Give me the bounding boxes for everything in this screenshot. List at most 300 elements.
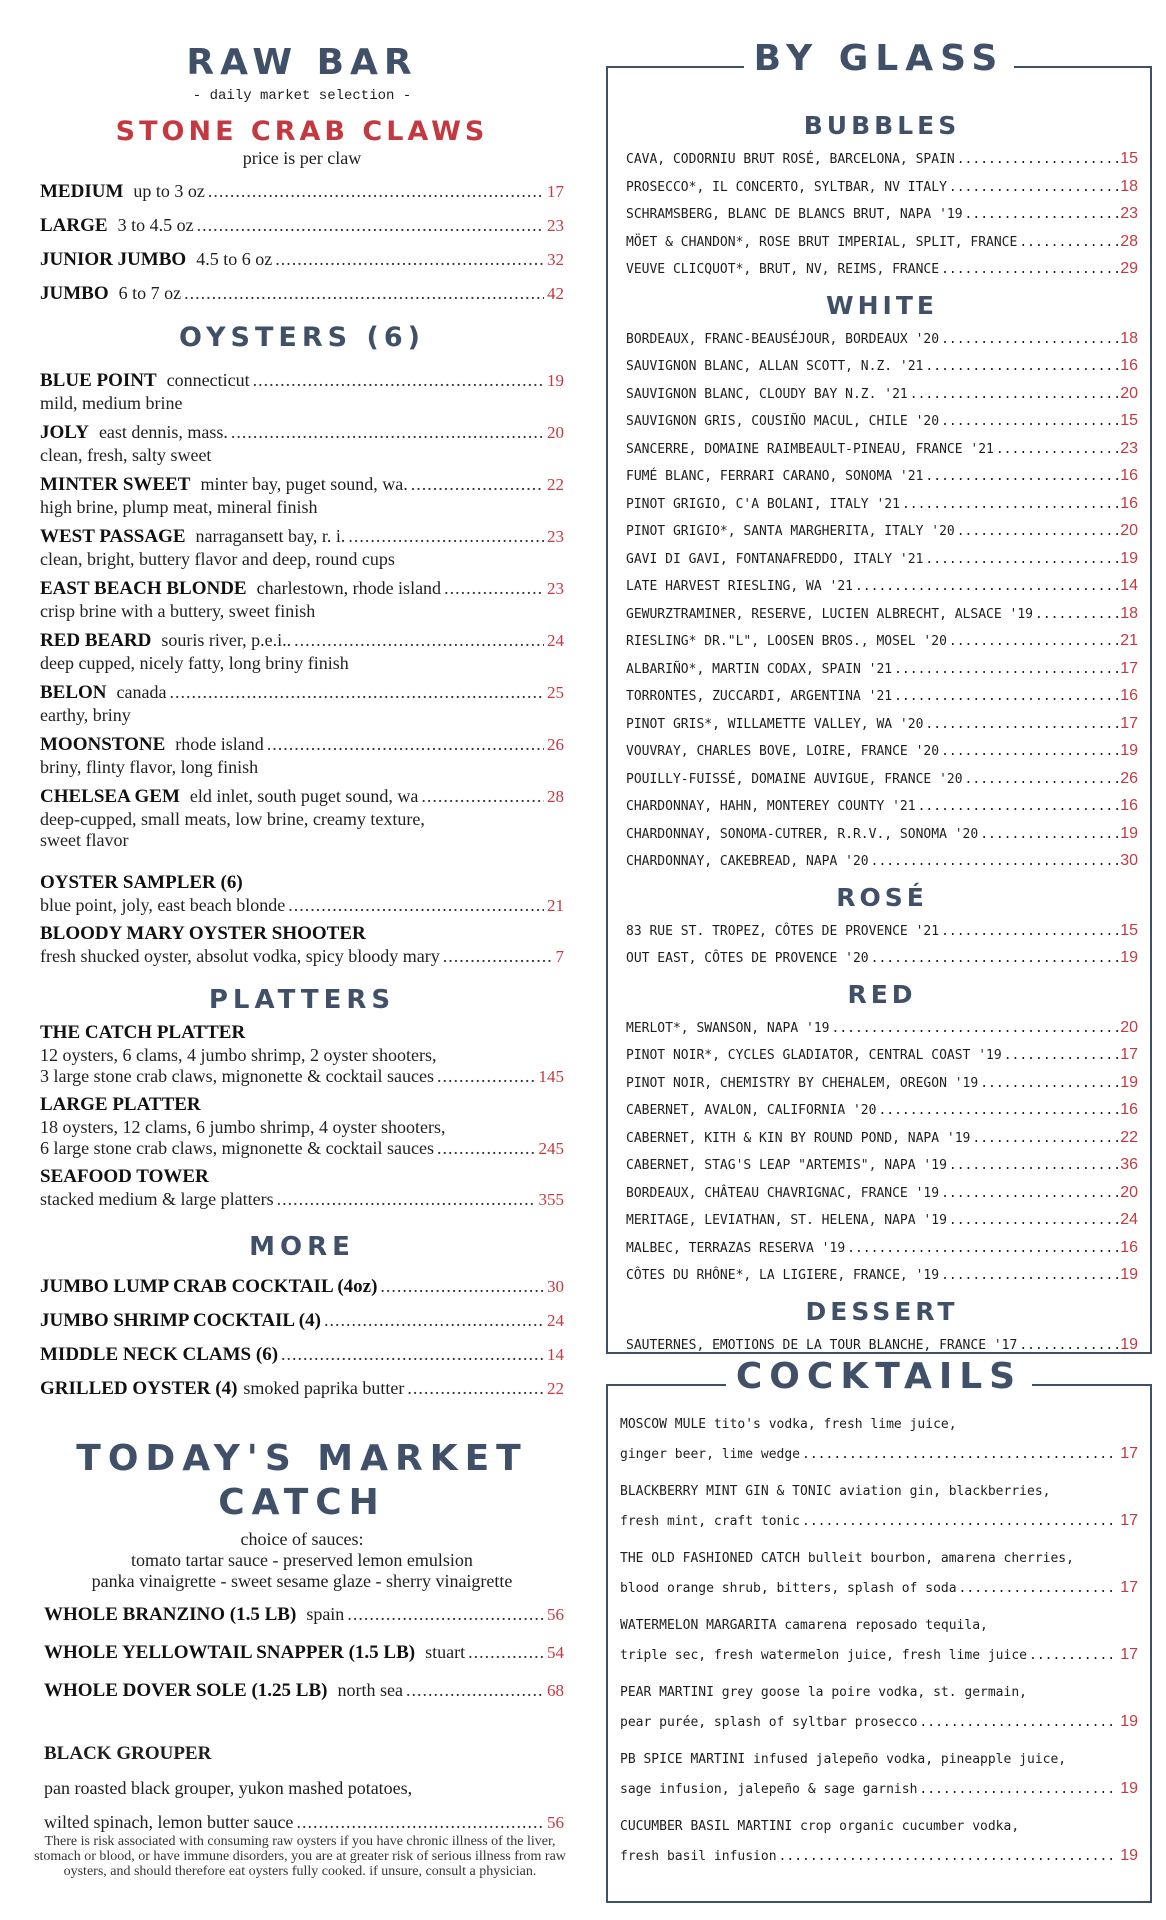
- wine-price: 19: [1120, 949, 1138, 966]
- oyster-row: [40, 576, 564, 601]
- wine-price: 20: [1120, 522, 1138, 539]
- wine-name: CHARDONNAY, HAHN, MONTEREY COUNTY '21: [626, 799, 916, 814]
- oyster-row: [40, 420, 564, 445]
- cocktail-row: [620, 1707, 1138, 1737]
- wine-price: 14: [1120, 577, 1138, 594]
- wine-price: 19: [1120, 824, 1138, 842]
- wine-item: [626, 174, 1138, 202]
- wine-item: [626, 436, 1138, 464]
- wine-price: 16: [1120, 357, 1138, 374]
- item-name: LARGE PLATTER: [40, 1094, 201, 1115]
- item-origin: stuart: [425, 1642, 466, 1662]
- item-price: 7: [555, 947, 564, 966]
- wine-name: SAUVIGNON GRIS, COUSIÑO MACUL, CHILE '20: [626, 414, 940, 429]
- item-price: 17: [547, 182, 564, 201]
- wine-price: 19: [1120, 549, 1138, 567]
- leader-dots: [894, 684, 1118, 711]
- item-desc: sweet flavor: [40, 830, 129, 850]
- wine-name: SANCERRE, DOMAINE RAIMBEAULT-PINEAU, FRANCE '21: [626, 441, 994, 457]
- raw-bar-subtitle: - daily market selection -: [192, 88, 412, 104]
- item-name: MINTER SWEET: [40, 474, 191, 495]
- wine-name: LATE HARVEST RIESLING, WA '21: [626, 579, 853, 594]
- wine-price: 20: [1120, 1183, 1138, 1201]
- wine-item: [626, 628, 1138, 656]
- leader-dots: [802, 1440, 1118, 1469]
- raw-bar-title: RAW BAR: [186, 42, 418, 83]
- oyster-list: [40, 368, 564, 851]
- item-desc: clean, fresh, salty sweet: [40, 445, 212, 465]
- cocktail-row: [620, 1774, 1138, 1804]
- cocktail-item: [620, 1410, 1138, 1469]
- wine-price: 22: [1120, 1128, 1138, 1146]
- stone-crab-note: price is per claw: [242, 148, 362, 168]
- wine-item: [626, 656, 1138, 684]
- item-name: SEAFOOD TOWER: [40, 1166, 209, 1187]
- leader-dots: [910, 382, 1118, 409]
- cocktail-item: [620, 1678, 1138, 1737]
- wine-price: 15: [1120, 921, 1138, 939]
- item-desc: 6 large stone crab claws, mignonette & cocktail sauces: [40, 1138, 435, 1158]
- leader-dots: [871, 849, 1119, 876]
- leader-dots: [288, 895, 544, 916]
- leader-dots: [444, 576, 544, 600]
- leader-dots: [231, 420, 544, 444]
- item-price: 54: [547, 1643, 564, 1662]
- wine-item: [626, 326, 1138, 354]
- leader-dots: [267, 732, 544, 756]
- menu-item: [44, 1640, 564, 1665]
- wine-price: 15: [1120, 150, 1138, 167]
- oyster-item: [40, 472, 564, 518]
- cocktail-item: [620, 1477, 1138, 1536]
- wine-item: [626, 201, 1138, 229]
- wine-item: [626, 573, 1138, 601]
- item-origin: east dennis, mass.: [98, 422, 228, 442]
- wine-name: CABERNET, STAG'S LEAP "ARTEMIS", NAPA '19: [626, 1158, 947, 1173]
- wine-section-title: DESSERT: [805, 1296, 959, 1326]
- item-desc: earthy, briny: [40, 705, 131, 725]
- leader-dots: [949, 1153, 1118, 1180]
- wine-name: SAUVIGNON BLANC, CLOUDY BAY N.Z. '21: [626, 386, 908, 402]
- wine-name: MALBEC, TERRAZAS RESERVA '19: [626, 1240, 846, 1256]
- wine-name: CÔTES DU RHÔNE*, LA LIGIERE, FRANCE, '19: [626, 1268, 940, 1283]
- leader-dots: [208, 179, 544, 203]
- cocktail-item: [620, 1812, 1138, 1871]
- leader-dots: [855, 574, 1118, 601]
- leader-dots: [281, 1342, 544, 1366]
- item-name: BLOODY MARY OYSTER SHOOTER: [40, 923, 366, 944]
- menu-item: [40, 179, 564, 204]
- leader-dots: [347, 1602, 544, 1626]
- item-name: JUMBO SHRIMP COCKTAIL (4): [40, 1310, 321, 1331]
- oyster-extras: [40, 871, 564, 967]
- more-title: MORE: [249, 1232, 355, 1262]
- wine-item: [626, 683, 1138, 711]
- wine-name: PINOT GRIGIO, C'A BOLANI, ITALY '21: [626, 496, 900, 512]
- leader-dots: [965, 202, 1119, 229]
- cocktail-desc: triple sec, fresh watermelon juice, fresh lime juice: [620, 1648, 1027, 1663]
- item-name: LARGE: [40, 215, 108, 236]
- wine-price: 17: [1120, 1046, 1138, 1063]
- wine-price: 36: [1120, 1156, 1138, 1173]
- wine-section-title: ROSÉ: [836, 882, 928, 912]
- wine-list: [626, 104, 1138, 1359]
- item-desc: crisp brine with a buttery, sweet finish: [40, 601, 316, 621]
- item-desc: 6 to 7 oz: [118, 283, 182, 303]
- menu-item: [40, 871, 564, 895]
- item-price: 22: [547, 1379, 564, 1398]
- menu-item: [40, 1376, 564, 1401]
- wine-price: 18: [1120, 329, 1138, 347]
- wine-name: PINOT GRIS*, WILLAMETTE VALLEY, WA '20: [626, 716, 924, 732]
- wine-price: 16: [1120, 687, 1138, 704]
- wine-name: GEWURZTRAMINER, RESERVE, LUCIEN ALBRECHT, ALSACE '19: [626, 606, 1033, 622]
- leader-dots: [832, 1016, 1119, 1043]
- item-name: MIDDLE NECK CLAMS (6): [40, 1344, 279, 1365]
- black-grouper-item: [40, 1743, 564, 1840]
- by-glass-title: BY GLASS: [744, 38, 1015, 79]
- cocktail-desc: PB SPICE MARTINI infused jalepeño vodka, pineapple juice,: [620, 1752, 1067, 1767]
- item-name: OYSTER SAMPLER (6): [40, 872, 243, 893]
- leader-dots: [980, 822, 1118, 849]
- oyster-item: [40, 628, 564, 674]
- item-name: CHELSEA GEM: [40, 786, 180, 807]
- leader-dots: [996, 437, 1118, 464]
- wine-item: [626, 1015, 1138, 1043]
- wine-item: [626, 945, 1138, 973]
- stone-crab-sizes: [40, 179, 564, 306]
- menu-item: [40, 1342, 564, 1367]
- item-price: 145: [538, 1067, 564, 1086]
- item-desc: stacked medium & large platters: [40, 1189, 274, 1209]
- leader-dots: [277, 1189, 536, 1210]
- wine-name: OUT EAST, CÔTES DE PROVENCE '20: [626, 951, 869, 966]
- leader-dots: [802, 1507, 1118, 1536]
- wine-item: [626, 408, 1138, 436]
- leader-dots: [919, 1708, 1118, 1737]
- platters-list: [40, 1021, 564, 1210]
- cocktail-price: 17: [1120, 1579, 1138, 1596]
- cocktail-price: 19: [1120, 1847, 1138, 1864]
- item-desc: high brine, plump meat, mineral finish: [40, 497, 318, 517]
- wine-price: 29: [1120, 260, 1138, 277]
- platter-item: [40, 1165, 564, 1210]
- wine-name: PROSECCO*, IL CONCERTO, SYLTBAR, NV ITALY: [626, 179, 947, 195]
- leader-dots: [919, 1775, 1118, 1804]
- wine-item: [626, 256, 1138, 284]
- cocktail-desc: fresh basil infusion: [620, 1849, 777, 1864]
- wine-price: 30: [1120, 852, 1138, 869]
- wine-price: 18: [1120, 604, 1138, 622]
- menu-item: [44, 1678, 564, 1703]
- cocktails-title: COCKTAILS: [726, 1356, 1032, 1397]
- oyster-row: [40, 628, 564, 653]
- cocktail-desc: MOSCOW MULE tito's vodka, fresh lime juice,: [620, 1417, 957, 1432]
- wine-name: GAVI DI GAVI, FONTANAFREDDO, ITALY '21: [626, 551, 924, 567]
- item-desc: smoked paprika butter: [243, 1378, 405, 1398]
- wine-section-title: BUBBLES: [803, 111, 961, 140]
- leader-dots: [972, 1126, 1118, 1153]
- wine-item: [626, 518, 1138, 546]
- oyster-row: [40, 732, 564, 757]
- cocktail-row: [620, 1640, 1138, 1670]
- cocktail-desc: pear purée, splash of syltbar prosecco: [620, 1715, 918, 1730]
- wine-item: [626, 601, 1138, 629]
- item-desc: wilted spinach, lemon butter sauce: [44, 1812, 294, 1832]
- item-origin: charlestown, rhode island: [256, 578, 442, 598]
- cocktail-price: 17: [1120, 1445, 1138, 1462]
- item-name: WHOLE YELLOWTAIL SNAPPER (1.5 LB): [44, 1642, 416, 1663]
- item-price: 42: [547, 284, 564, 303]
- wine-price: 16: [1120, 797, 1138, 814]
- wine-item: [626, 738, 1138, 766]
- oyster-item: [40, 576, 564, 622]
- menu-item: [40, 922, 564, 946]
- leader-dots: [275, 247, 544, 271]
- item-desc: deep cupped, nicely fatty, long briny finish: [40, 653, 349, 673]
- leader-dots: [380, 1274, 544, 1298]
- leader-dots: [348, 524, 544, 548]
- oysters-title: OYSTERS (6): [179, 322, 425, 353]
- item-desc: clean, bright, buttery flavor and deep, round cups: [40, 549, 395, 569]
- leader-dots: [902, 492, 1118, 519]
- item-price: 355: [538, 1190, 564, 1209]
- market-catch-list: [40, 1602, 564, 1703]
- wine-name: ALBARIÑO*, MARTIN CODAX, SPAIN '21: [626, 661, 893, 677]
- oyster-item: [40, 732, 564, 778]
- wine-price: 16: [1120, 467, 1138, 484]
- cocktail-price: 17: [1120, 1512, 1138, 1529]
- cocktail-desc: THE OLD FASHIONED CATCH bulleit bourbon, amarena cherries,: [620, 1551, 1074, 1566]
- leader-dots: [980, 1071, 1118, 1098]
- leader-dots: [421, 784, 544, 808]
- item-origin: canada: [116, 682, 167, 702]
- wine-item: [626, 1235, 1138, 1263]
- market-catch-title: TODAY'S MARKET CATCH: [76, 1438, 528, 1523]
- leader-dots: [407, 1376, 544, 1400]
- oyster-row: [40, 524, 564, 549]
- item-name: WHOLE DOVER SOLE (1.25 LB): [44, 1680, 328, 1701]
- menu-item: [40, 247, 564, 272]
- leader-dots: [941, 409, 1118, 436]
- wine-price: 23: [1120, 205, 1138, 222]
- leader-dots: [184, 281, 544, 305]
- wine-name: PINOT NOIR*, CYCLES GLADIATOR, CENTRAL COAST '19: [626, 1048, 1002, 1063]
- wine-name: 83 RUE ST. TROPEZ, CÔTES DE PROVENCE '21: [626, 923, 940, 939]
- wine-price: 28: [1120, 232, 1138, 250]
- item-name: MEDIUM: [40, 181, 124, 202]
- item-price: 56: [547, 1813, 564, 1832]
- wine-name: CHARDONNAY, CAKEBREAD, NAPA '20: [626, 854, 869, 869]
- leader-dots: [941, 257, 1118, 284]
- item-name: JUNIOR JUMBO: [40, 249, 187, 270]
- wine-name: SCHRAMSBERG, BLANC DE BLANCS BRUT, NAPA '19: [626, 207, 963, 222]
- wine-item: [626, 463, 1138, 491]
- cocktail-desc: blood orange shrub, bitters, splash of soda: [620, 1581, 957, 1596]
- leader-dots: [294, 628, 544, 652]
- wine-item: [626, 918, 1138, 946]
- item-desc: fresh shucked oyster, absolut vodka, spicy bloody mary: [40, 946, 440, 966]
- wine-item: [626, 848, 1138, 876]
- leader-dots: [941, 327, 1118, 354]
- cocktail-list: [620, 1410, 1138, 1879]
- wine-item: [626, 793, 1138, 821]
- wine-price: 19: [1120, 742, 1138, 759]
- wine-item: [626, 546, 1138, 574]
- leader-dots: [197, 213, 544, 237]
- platter-item: [40, 1021, 564, 1087]
- wine-item: [626, 1097, 1138, 1125]
- item-desc: 3 large stone crab claws, mignonette & cocktail sauces: [40, 1066, 435, 1086]
- leader-dots: [443, 946, 553, 967]
- menu-item: [40, 281, 564, 306]
- wine-item: [626, 1070, 1138, 1098]
- wine-price: 16: [1120, 1238, 1138, 1256]
- wine-price: 23: [1120, 439, 1138, 457]
- leader-dots: [925, 354, 1118, 381]
- cocktail-price: 19: [1120, 1780, 1138, 1797]
- wine-name: MÖET & CHANDON*, ROSE BRUT IMPERIAL, SPLIT, FRANCE: [626, 234, 1018, 250]
- item-origin: souris river, p.e.i..: [161, 630, 292, 650]
- cocktail-price: 19: [1120, 1713, 1138, 1730]
- cocktail-row: [620, 1439, 1138, 1469]
- item-price: 19: [547, 371, 564, 390]
- item-price: 245: [538, 1139, 564, 1158]
- wine-item: [626, 146, 1138, 174]
- wine-name: CABERNET, KITH & KIN BY ROUND POND, NAPA '19: [626, 1130, 971, 1146]
- wine-price: 17: [1120, 714, 1138, 732]
- item-desc: 18 oysters, 12 clams, 6 jumbo shrimp, 4 oyster shooters,: [40, 1117, 446, 1137]
- item-desc: 12 oysters, 6 clams, 4 jumbo shrimp, 2 oyster shooters,: [40, 1045, 437, 1065]
- leader-dots: [437, 1138, 535, 1159]
- food-menu-column: [40, 40, 564, 1840]
- wine-name: SAUVIGNON BLANC, ALLAN SCOTT, N.Z. '21: [626, 359, 924, 374]
- wine-item: [626, 1125, 1138, 1153]
- leader-dots: [949, 1208, 1118, 1235]
- cocktail-desc: fresh mint, craft tonic: [620, 1514, 801, 1529]
- item-desc: up to 3 oz: [133, 181, 205, 201]
- leader-dots: [918, 794, 1119, 821]
- oyster-item: [40, 784, 564, 851]
- leader-dots: [847, 1236, 1118, 1263]
- cocktail-desc: BLACKBERRY MINT GIN & TONIC aviation gin, blackberries,: [620, 1484, 1051, 1499]
- item-price: 23: [547, 579, 564, 598]
- item-desc: blue point, joly, east beach blonde: [40, 895, 286, 915]
- leader-dots: [925, 547, 1118, 574]
- wine-section-title: WHITE: [826, 290, 938, 320]
- wine-name: BORDEAUX, FRANC-BEAUSÉJOUR, BORDEAUX '20: [626, 331, 940, 347]
- cocktail-desc: CUCUMBER BASIL MARTINI crop organic cucumber vodka,: [620, 1819, 1020, 1834]
- menu-item-desc-row: [40, 895, 564, 916]
- leader-dots: [1029, 1641, 1118, 1670]
- leader-dots: [959, 1574, 1119, 1603]
- wine-name: VOUVRAY, CHARLES BOVE, LOIRE, FRANCE '20: [626, 744, 940, 759]
- item-price: 24: [547, 1311, 564, 1330]
- oyster-row: [40, 784, 564, 809]
- leader-dots: [324, 1308, 544, 1332]
- item-name: JUMBO: [40, 283, 109, 304]
- cocktail-desc: ginger beer, lime wedge: [620, 1447, 801, 1462]
- leader-dots: [871, 946, 1119, 973]
- leader-dots: [925, 712, 1118, 739]
- cocktail-item: [620, 1745, 1138, 1804]
- wine-name: CABERNET, AVALON, CALIFORNIA '20: [626, 1103, 877, 1118]
- oyster-item: [40, 524, 564, 570]
- oyster-row: [40, 368, 564, 393]
- wine-price: 19: [1120, 1335, 1138, 1353]
- oyster-item: [40, 420, 564, 466]
- leader-dots: [468, 1640, 544, 1664]
- wine-price: 19: [1120, 1266, 1138, 1283]
- leader-dots: [170, 680, 545, 704]
- wine-name: RIESLING* DR."L", LOOSEN BROS., MOSEL '20: [626, 634, 947, 649]
- item-price: 56: [547, 1605, 564, 1624]
- item-name: BELON: [40, 682, 107, 703]
- item-price: 14: [547, 1345, 564, 1364]
- menu-item: [40, 1274, 564, 1299]
- raw-oyster-disclaimer: There is risk associated with consuming raw oysters if you have chronic illness of the liver, stomach or blood, or have immune disorders, you are at greater risk of serious illness from raw oysters, and should therefore eat oysters fully cooked. if unsure, consult a physician.: [34, 1834, 566, 1879]
- wine-price: 17: [1120, 659, 1138, 677]
- wine-item: [626, 1332, 1138, 1360]
- leader-dots: [1004, 1043, 1119, 1070]
- leader-dots: [253, 368, 544, 392]
- item-origin: narragansett bay, r. i.: [195, 526, 346, 546]
- item-name: WHOLE BRANZINO (1.5 LB): [44, 1604, 297, 1625]
- wine-item: [626, 1262, 1138, 1290]
- item-price: 21: [547, 896, 564, 915]
- wine-name: SAUTERNES, EMOTIONS DE LA TOUR BLANCHE, FRANCE '17: [626, 1337, 1018, 1353]
- leader-dots: [957, 519, 1118, 546]
- wine-price: 20: [1120, 1018, 1138, 1036]
- item-name: JUMBO LUMP CRAB COCKTAIL (4oz): [40, 1276, 378, 1297]
- leader-dots: [949, 629, 1118, 656]
- leader-dots: [779, 1842, 1119, 1871]
- leader-dots: [1035, 602, 1118, 629]
- leader-dots: [941, 919, 1118, 946]
- wine-name: CAVA, CODORNIU BRUT ROSÉ, BARCELONA, SPAIN: [626, 152, 955, 167]
- leader-dots: [437, 1066, 535, 1087]
- wine-name: MERITAGE, LEVIATHAN, ST. HELENA, NAPA '19: [626, 1213, 947, 1228]
- item-name: MOONSTONE: [40, 734, 166, 755]
- sauces-line: panka vinaigrette - sweet sesame glaze - sherry vinaigrette: [91, 1571, 513, 1591]
- stone-crab-title: STONE CRAB CLAWS: [115, 116, 489, 147]
- leader-dots: [957, 147, 1118, 174]
- item-name: JOLY: [40, 422, 89, 443]
- item-desc: mild, medium brine: [40, 393, 183, 413]
- by-glass-box: [606, 38, 1152, 1354]
- item-price: 24: [547, 631, 564, 650]
- wine-price: 15: [1120, 412, 1138, 429]
- item-origin: rhode island: [175, 734, 264, 754]
- wine-price: 16: [1120, 1101, 1138, 1118]
- cocktail-item: [620, 1544, 1138, 1603]
- leader-dots: [925, 464, 1118, 491]
- menu-item: [44, 1602, 564, 1627]
- item-origin: minter bay, puget sound, wa.: [200, 474, 408, 494]
- item-name: GRILLED OYSTER (4): [40, 1378, 238, 1399]
- wine-item: [626, 1042, 1138, 1070]
- wine-item: [626, 711, 1138, 739]
- item-price: 28: [547, 787, 564, 806]
- wine-name: VEUVE CLICQUOT*, BRUT, NV, REIMS, FRANCE: [626, 262, 940, 277]
- item-price: 23: [547, 216, 564, 235]
- cocktail-desc: PEAR MARTINI grey goose la poire vodka, st. germain,: [620, 1685, 1027, 1700]
- sauces-line: tomato tartar sauce - preserved lemon emulsion: [131, 1550, 473, 1570]
- item-price: 25: [547, 683, 564, 702]
- leader-dots: [949, 175, 1118, 202]
- item-price: 32: [547, 250, 564, 269]
- platters-title: PLATTERS: [208, 985, 396, 1015]
